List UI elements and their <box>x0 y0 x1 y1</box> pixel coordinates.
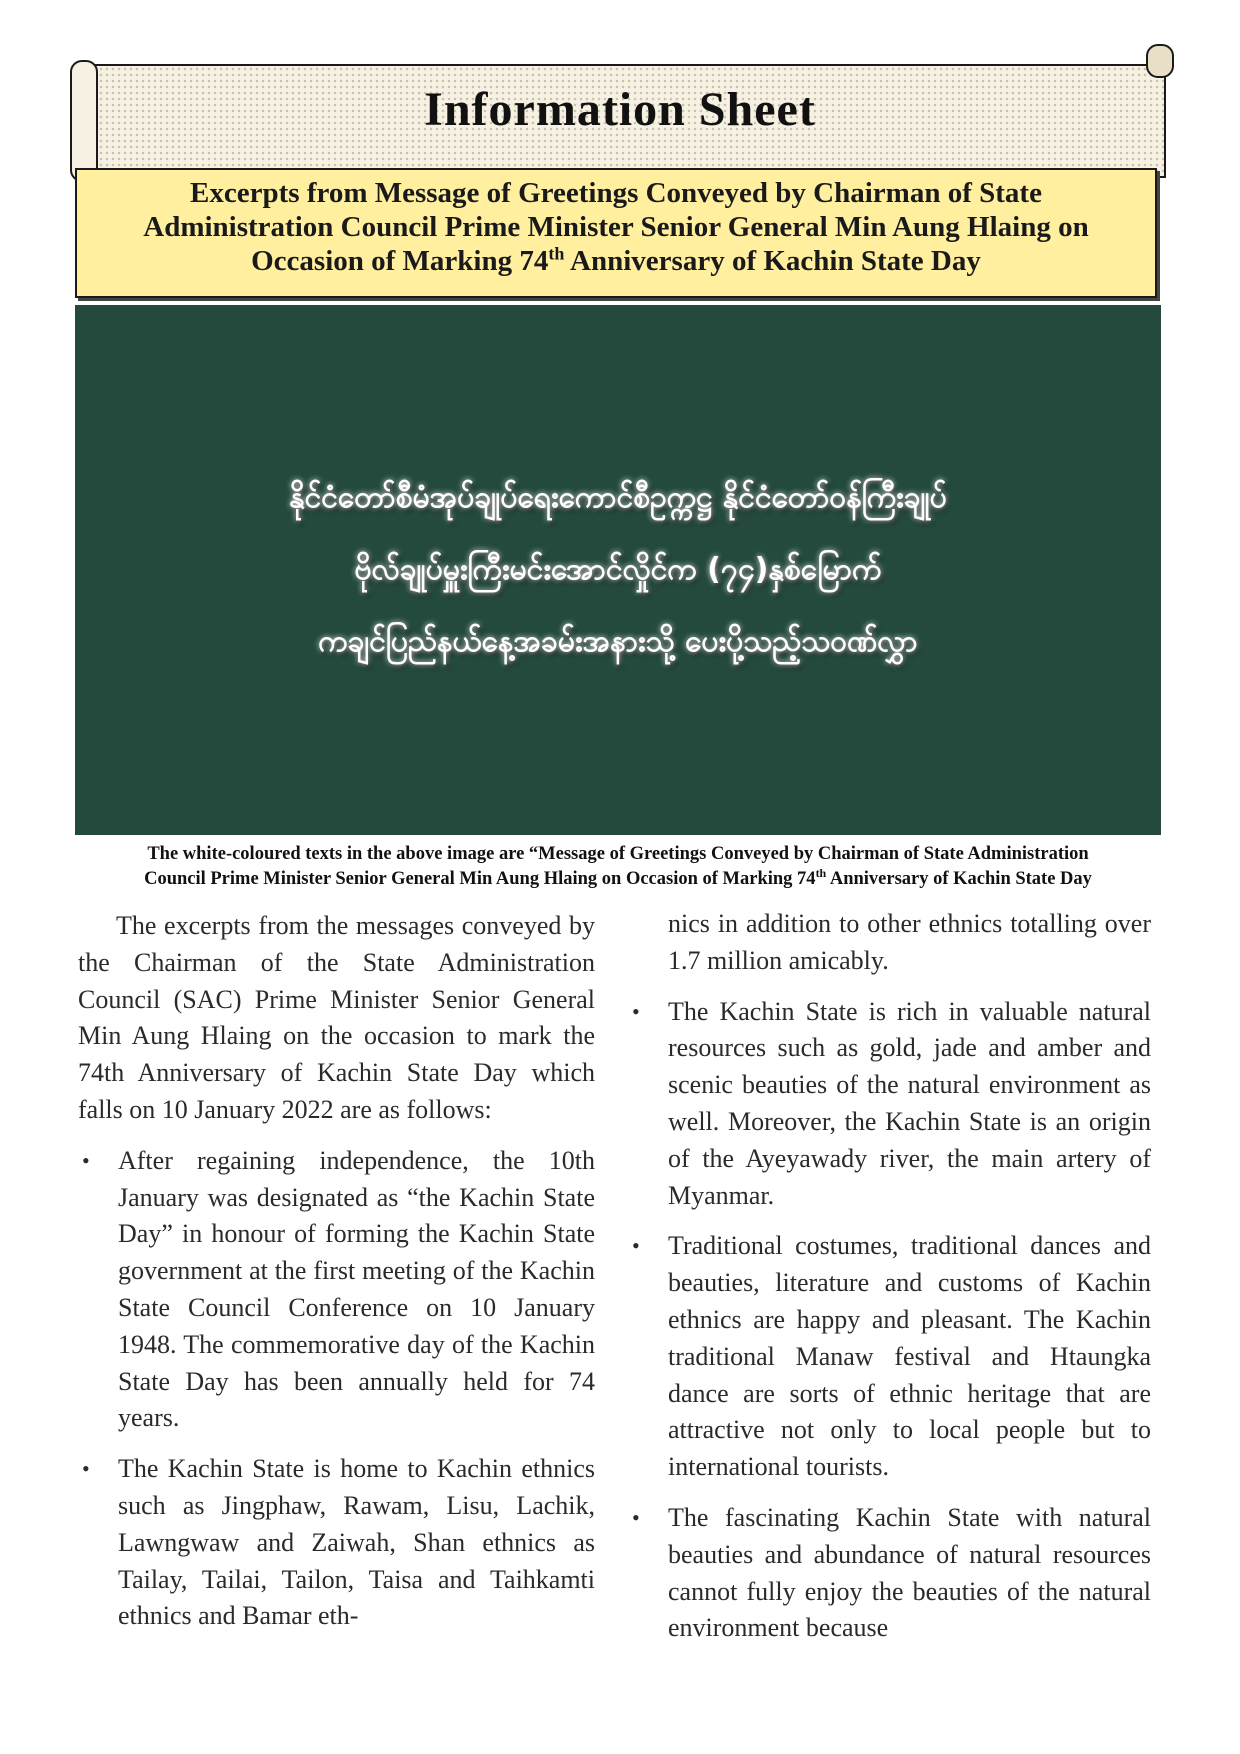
list-item <box>78 1451 595 1635</box>
bullet-continuation: nics in addition to other ethnics totalling over 1.7 million amicably. <box>668 909 1151 975</box>
subtitle-line-1: Excerpts from Message of Greetings Conveyed by Chairman of State <box>190 177 1042 209</box>
caption-line-2: Council Prime Minister Senior General Min Aung Hlaing on Occasion of Marking 74th Anniversary of Kachin State Day <box>144 865 1092 889</box>
intro-paragraph: The excerpts from the messages conveyed by the Chairman of the State Administration Council (SAC) Prime Minister Senior General Min Aung Hlaing on the occasion to mark the 74th Anniversary of Kachin State Day which falls on 10 January 2022 are as follows: <box>78 911 595 1124</box>
caption-line-1: The white-coloured texts in the above image are “Message of Greetings Conveyed by Chairman of State Administration <box>147 844 1089 864</box>
bullet-icon: • <box>632 1233 640 1259</box>
bullet-icon: • <box>632 998 640 1024</box>
bullet-text: The Kachin State is home to Kachin ethnics such as Jingphaw, Rawam, Lisu, Lachik, Lawngwaw and Zaiwah, Shan ethnics as Tailay, Tailai, Tailon, Taisa and Taihkamti ethnics and Bamar eth- <box>118 1454 595 1631</box>
scroll-curl-right <box>1146 44 1174 78</box>
bullet-icon: • <box>82 1456 90 1482</box>
bullet-text: The Kachin State is rich in valuable natural resources such as gold, jade and amber and scenic beauties of the natural environment as well. Moreover, the Kachin State is an origin of the Ayeyawady river, the main artery of Myanmar. <box>668 996 1151 1210</box>
myanmar-text-line-1: နိုင်ငံတော်စီမံအုပ်ချုပ်ရေးကောင်စီဥက္ကဋ္ဌ နိုင်ငံတော်ဝန်ကြီးချုပ် <box>289 480 947 515</box>
page-title: Information Sheet <box>424 83 816 136</box>
image-caption <box>75 842 1161 892</box>
left-column <box>78 908 595 1649</box>
subtitle-line-2: Administration Council Prime Minister Senior General Min Aung Hlaing on <box>143 211 1089 243</box>
right-column <box>628 906 1151 1661</box>
bullet-text: The fascinating Kachin State with natural beauties and abundance of natural resources cannot fully enjoy the beauties of the natural environment because <box>668 1502 1151 1643</box>
myanmar-text-line-2: ဗိုလ်ချုပ်မှူးကြီးမင်းအောင်လှိုင်က (၇၄)နှစ်မြောက် <box>354 552 882 587</box>
list-item <box>628 994 1151 1215</box>
subtitle-box <box>75 168 1157 298</box>
bullet-icon: • <box>82 1147 90 1173</box>
list-item <box>628 1228 1151 1486</box>
list-item <box>78 1143 595 1437</box>
myanmar-text-line-3: ကချင်ပြည်နယ်နေ့အခမ်းအနားသို့ ပေးပို့သည့်သဝဏ်လွှာ <box>318 624 918 659</box>
bullet-text: After regaining independence, the 10th January was designated as “the Kachin State Day” in honour of forming the Kachin State government at the first meeting of the Kachin State Council Conference on 10 January 1948. The commemorative day of the Kachin State Day has been annually held for 74 years. <box>118 1145 595 1433</box>
subtitle-line-3: Occasion of Marking 74th Anniversary of Kachin State Day <box>251 243 981 277</box>
message-image <box>75 305 1161 835</box>
bullet-text: Traditional costumes, traditional dances and beauties, literature and customs of Kachin ethnics are happy and pleasant. The Kachin traditional Manaw festival and Htaungka dance are sorts of ethnic heritage that are attractive not only to local people but to international tourists. <box>668 1231 1151 1482</box>
subtitle <box>91 176 1141 278</box>
list-item <box>628 1500 1151 1647</box>
bullet-icon: • <box>632 1504 640 1530</box>
